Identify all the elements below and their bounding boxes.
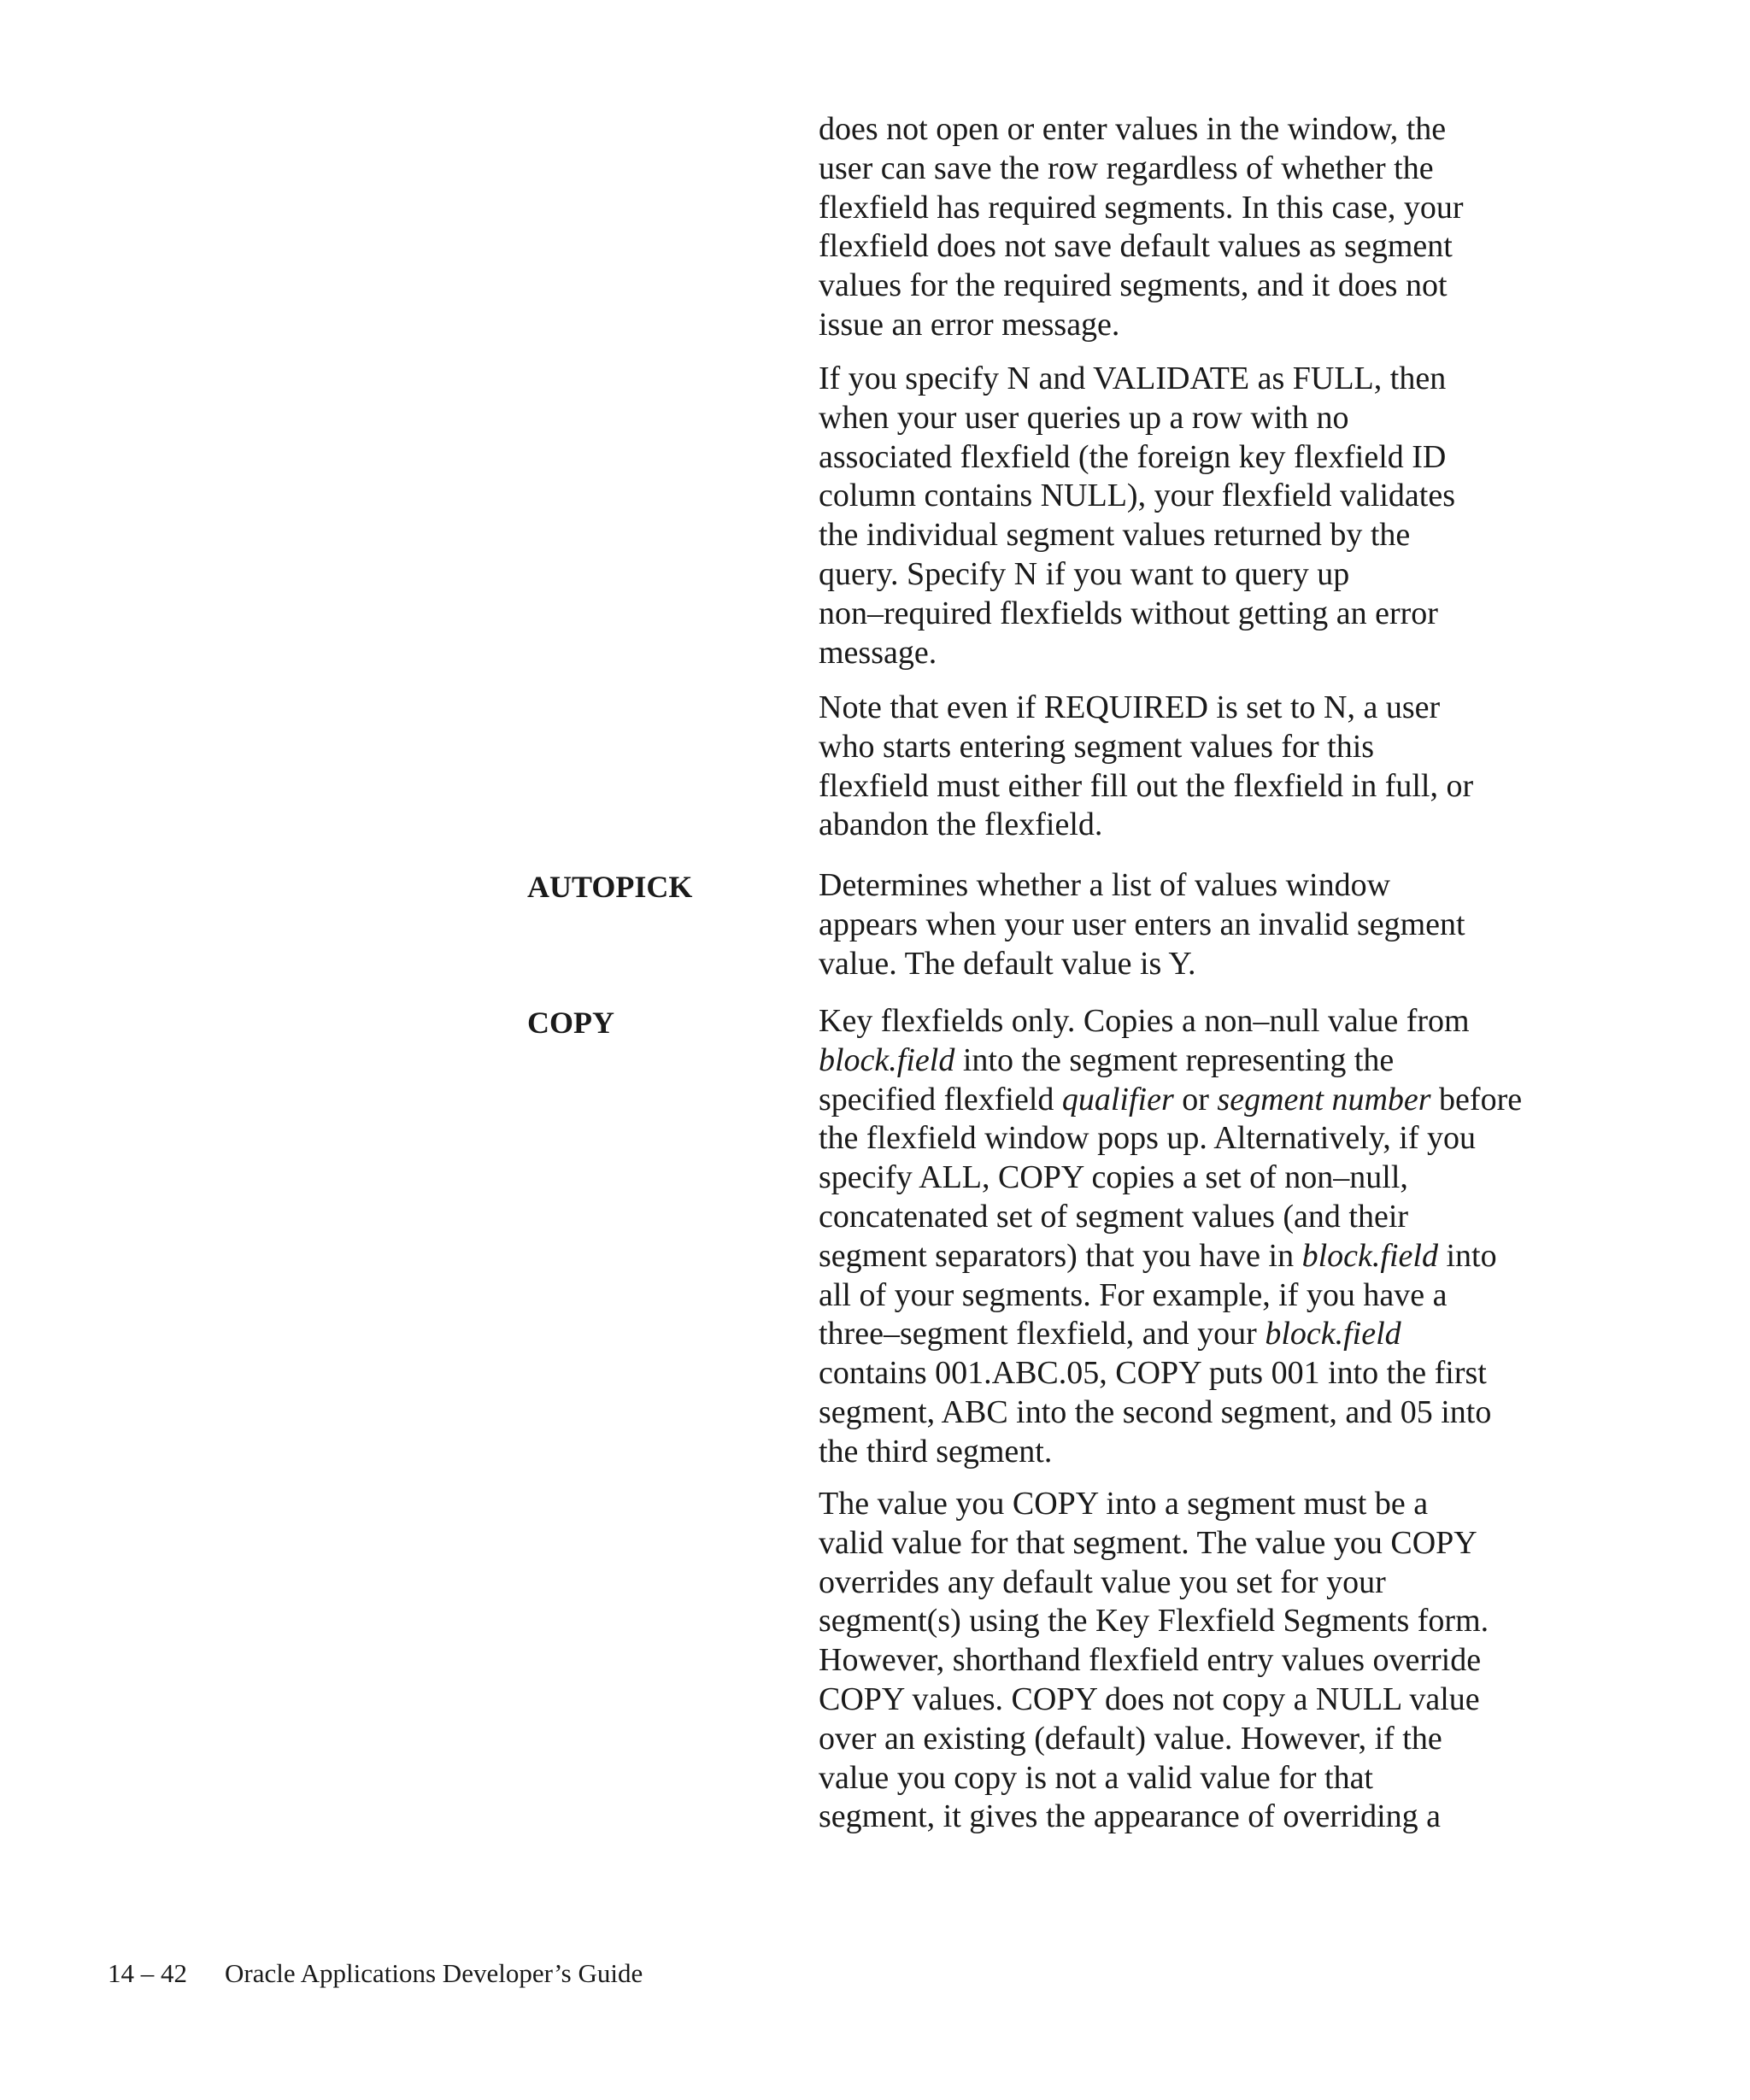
continuation-paragraph-2 — [819, 360, 1571, 672]
emphasis-text: block.field — [1265, 1316, 1401, 1352]
text-line: the third segment. — [819, 1433, 1053, 1469]
copy-definition — [819, 1002, 1571, 1472]
text-line: when your user queries up a row with no — [819, 399, 1349, 436]
text-line: specify ALL, COPY copies a set of non–null, — [819, 1159, 1408, 1196]
text-line: valid value for that segment. The value you COPY — [819, 1524, 1477, 1561]
text-line: issue an error message. — [819, 306, 1120, 343]
text-line: the individual segment values returned by the — [819, 517, 1411, 554]
text-line: column contains NULL), your flexfield validates — [819, 478, 1456, 514]
text-line — [819, 1081, 1571, 1120]
text-line: associated flexfield (the foreign key flexfield ID — [819, 438, 1447, 475]
text-line: flexfield does not save default values as segment — [819, 228, 1453, 265]
text-line: segment, ABC into the second segment, and 05 into — [819, 1393, 1492, 1430]
text-line: Key flexfields only. Copies a non–null value from — [819, 1003, 1470, 1039]
text-line: does not open or enter values in the window, the — [819, 111, 1447, 147]
autopick-term: AUTOPICK — [527, 870, 693, 904]
text-line: overrides any default value you set for your — [819, 1563, 1386, 1600]
text-line: over an existing (default) value. However, if the — [819, 1720, 1442, 1757]
text-line: who starts entering segment values for this — [819, 728, 1375, 765]
text-line: contains 001.ABC.05, COPY puts 001 into the first — [819, 1355, 1487, 1392]
text-line — [819, 1315, 1571, 1354]
text-line: If you specify N and VALIDATE as FULL, then — [819, 361, 1447, 396]
continuation-paragraph-3 — [819, 689, 1571, 845]
copy-paragraph-2 — [819, 1485, 1571, 1837]
text-line: user can save the row regardless of whether the — [819, 150, 1434, 186]
text-line: all of your segments. For example, if you have a — [819, 1276, 1448, 1313]
text-line: Note that even if REQUIRED is set to N, a user — [819, 689, 1441, 725]
emphasis-text: block.field — [819, 1041, 955, 1078]
text-span: before — [1430, 1081, 1523, 1117]
text-line — [819, 1237, 1571, 1276]
text-line: value. The default value is Y. — [819, 945, 1196, 982]
text-line: appears when your user enters an invalid segment — [819, 906, 1465, 942]
text-line: flexfield must either fill out the flexfield in full, or — [819, 767, 1474, 804]
text-line: value you copy is not a valid value for that — [819, 1759, 1373, 1796]
text-span: specified flexfield — [819, 1081, 1062, 1117]
text-line: segment(s) using the Key Flexfield Segments form. — [819, 1603, 1489, 1640]
copy-term: COPY — [527, 1006, 614, 1040]
page-number: 14 – 42 — [108, 1958, 187, 1988]
text-span: into — [1437, 1237, 1497, 1274]
text-line: Determines whether a list of values window — [819, 867, 1391, 903]
autopick-definition — [819, 866, 1571, 983]
text-span: three–segment flexfield, and your — [819, 1316, 1266, 1352]
text-line: concatenated set of segment values (and their — [819, 1198, 1409, 1235]
text-line: the flexfield window pops up. Alternatively, if you — [819, 1120, 1476, 1157]
text-line: non–required flexfields without getting an error — [819, 595, 1438, 631]
text-span: into the segment representing the — [954, 1041, 1395, 1078]
text-line: query. Specify N if you want to query up — [819, 555, 1350, 592]
emphasis-text: block.field — [1301, 1237, 1438, 1274]
text-line: However, shorthand flexfield entry values override — [819, 1642, 1482, 1679]
text-line: message. — [819, 634, 937, 671]
continuation-paragraph-1 — [819, 110, 1571, 345]
text-line — [819, 1041, 1571, 1081]
text-line: abandon the flexfield. — [819, 807, 1103, 843]
book-title: Oracle Applications Developer’s Guide — [225, 1958, 643, 1988]
page-footer — [108, 1956, 643, 1991]
text-line: COPY values. COPY does not copy a NULL value — [819, 1681, 1480, 1717]
emphasis-text: segment number — [1217, 1081, 1431, 1117]
text-line: flexfield has required segments. In this case, your — [819, 189, 1464, 226]
text-line: segment, it gives the appearance of overriding a — [819, 1798, 1442, 1835]
text-span: segment separators) that you have in — [819, 1237, 1302, 1274]
text-line: values for the required segments, and it does not — [819, 267, 1448, 304]
text-line: The value you COPY into a segment must be a — [819, 1486, 1429, 1522]
text-span: or — [1173, 1081, 1218, 1117]
emphasis-text: qualifier — [1061, 1081, 1174, 1117]
